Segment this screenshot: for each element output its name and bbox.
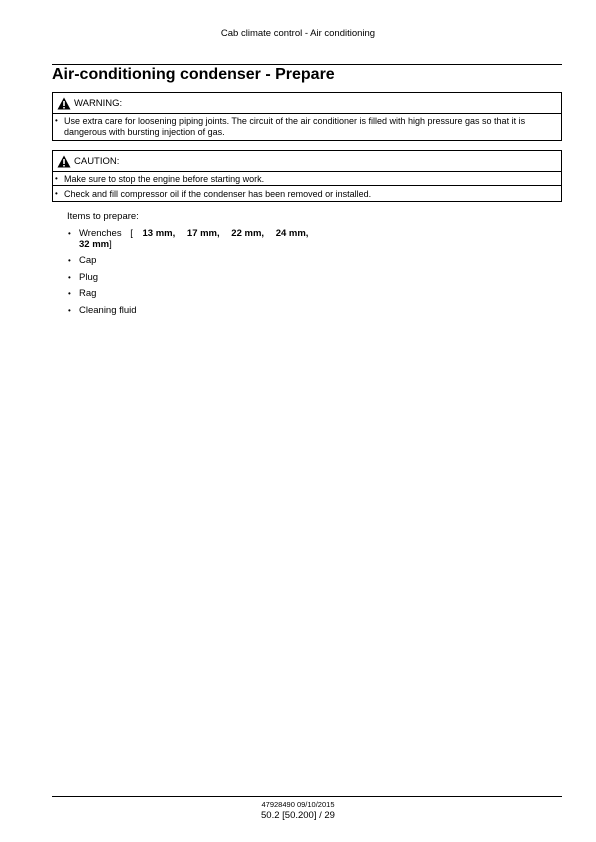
wrench-size: 32 mm bbox=[79, 238, 110, 250]
bracket-close: ] bbox=[109, 238, 112, 250]
page-header: Cab climate control - Air conditioning bbox=[220, 28, 376, 39]
caution-box bbox=[52, 150, 562, 202]
list-item: • Cleaning fluid bbox=[67, 306, 367, 317]
caution-header bbox=[53, 151, 561, 172]
title-rule bbox=[52, 64, 562, 65]
wrench-size: 22 mm, bbox=[231, 228, 265, 239]
wrench-line-2 bbox=[79, 240, 367, 251]
prepare-label: Items to prepare: bbox=[67, 211, 139, 222]
warning-triangle-icon bbox=[57, 97, 71, 110]
list-item: • Cap bbox=[67, 256, 367, 267]
footer-rule bbox=[52, 796, 562, 797]
warning-header bbox=[53, 93, 561, 114]
items-to-prepare bbox=[67, 211, 367, 322]
caution-item: • Check and fill compressor oil if the condenser has been removed or installed. bbox=[53, 185, 561, 200]
warning-triangle-icon bbox=[57, 155, 71, 168]
caution-label: CAUTION: bbox=[74, 155, 120, 167]
wrenches-label: Wrenches bbox=[79, 228, 122, 239]
page-title: Air-conditioning condenser - Prepare bbox=[52, 66, 335, 83]
wrench-size: 17 mm, bbox=[186, 228, 220, 239]
wrench-size: 24 mm, bbox=[275, 228, 309, 239]
wrench-size: 13 mm, bbox=[142, 228, 176, 239]
list-item-wrenches bbox=[67, 229, 367, 250]
warning-box bbox=[52, 92, 562, 141]
warning-item: • Use extra care for loosening piping joints. The circuit of the air conditioner is filled with high pressure gas so that it is dangerous with bursting injection of gas. bbox=[53, 114, 561, 137]
list-item: • Rag bbox=[67, 289, 367, 300]
footer-page-ref: 50.2 [50.200] / 29 bbox=[261, 810, 335, 821]
bracket-open: [ bbox=[130, 228, 133, 239]
caution-item: • Make sure to stop the engine before starting work. bbox=[53, 172, 561, 185]
warning-label: WARNING: bbox=[74, 97, 123, 109]
prepare-list bbox=[67, 229, 367, 316]
footer-doc-ref: 47928490 09/10/2015 bbox=[261, 800, 335, 809]
list-item: • Plug bbox=[67, 273, 367, 284]
